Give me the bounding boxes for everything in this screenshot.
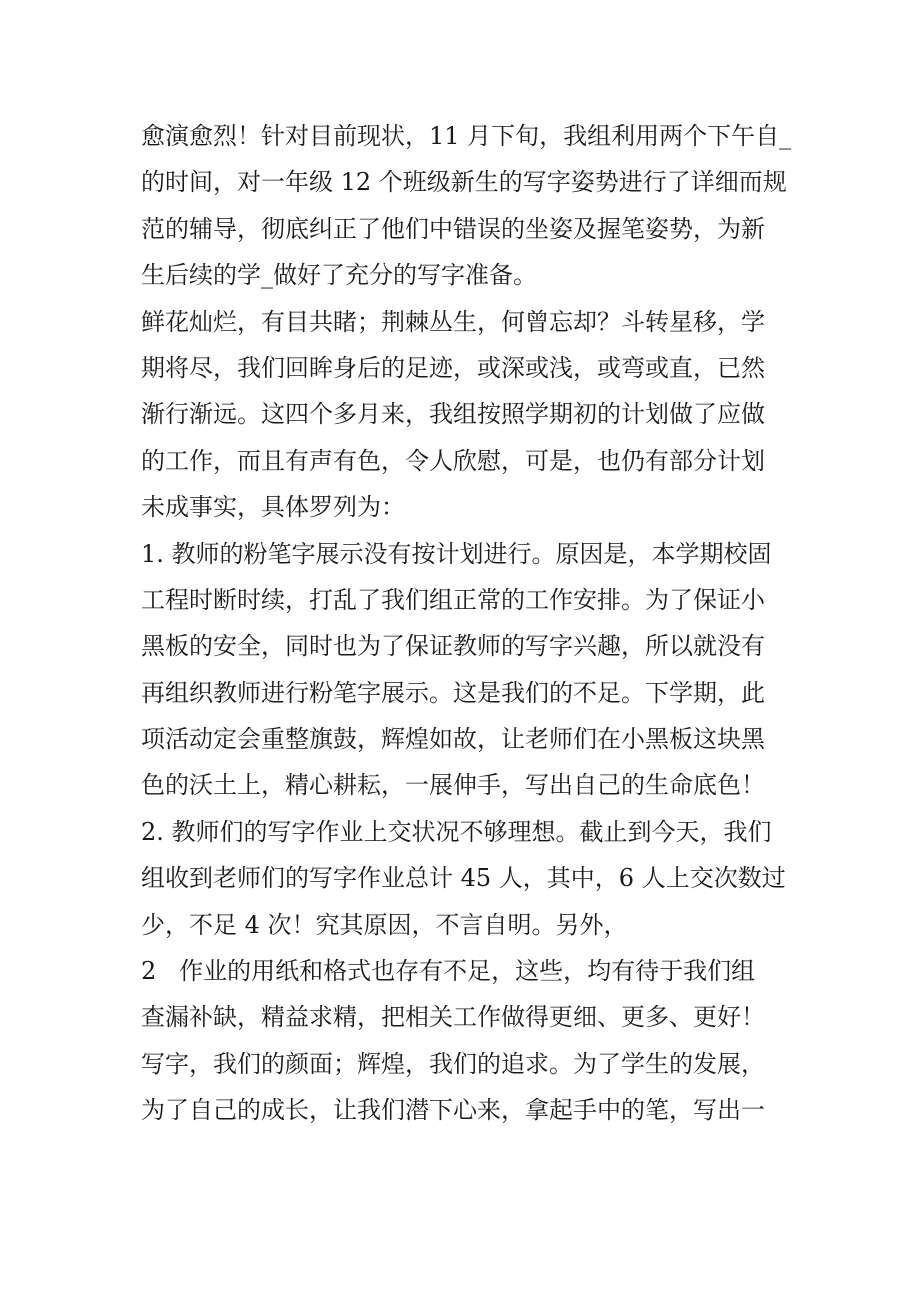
- text-line: 少，不足 4 次！究其原因，不言自明。另外，: [141, 910, 628, 939]
- text-line: 的时间，对一年级 12 个班级新生的写字姿势进行了详细而规: [141, 168, 787, 197]
- text-line: 组收到老师们的写字作业总计 45 人，其中，6 人上交次数过: [141, 864, 786, 893]
- text-line: 的工作，而且有声有色，令人欣慰，可是，也仍有部分计划: [141, 446, 765, 475]
- text-line: 生后续的学_做好了充分的写字准备。: [141, 261, 537, 290]
- text-line: 鲜花灿烂，有目共睹；荆棘丛生，何曾忘却？斗转星移，学: [141, 307, 765, 336]
- text-line: 2. 教师们的写字作业上交状况不够理想。截止到今天，我们: [141, 817, 772, 846]
- text-line: 范的辅导，彻底纠正了他们中错误的坐姿及握笔姿势，为新: [141, 214, 765, 243]
- text-line: 期将尽，我们回眸身后的足迹，或深或浅，或弯或直，已然: [141, 353, 765, 382]
- text-line: 写字，我们的颜面；辉煌，我们的追求。为了学生的发展，: [141, 1049, 765, 1078]
- text-line: 工程时断时续，打乱了我们组正常的工作安排。为了保证小: [141, 585, 765, 614]
- text-line: 未成事实，具体罗列为：: [141, 493, 405, 522]
- text-line: 2 作业的用纸和格式也存有不足，这些，均有待于我们组: [141, 957, 756, 986]
- text-line: 查漏补缺，精益求精，把相关工作做得更细、更多、更好！: [141, 1003, 765, 1032]
- text-line: 黑板的安全，同时也为了保证教师的写字兴趣，所以就没有: [141, 632, 765, 661]
- text-line: 项活动定会重整旗鼓，辉煌如故，让老师们在小黑板这块黑: [141, 725, 765, 754]
- text-line: 1. 教师的粉笔字展示没有按计划进行。原因是，本学期校固: [141, 539, 772, 568]
- document-body: [141, 113, 801, 1134]
- text-line: 渐行渐远。这四个多月来，我组按照学期初的计划做了应做: [141, 400, 765, 429]
- text-line: 为了自己的成长，让我们潜下心来，拿起手中的笔，写出一: [141, 1096, 765, 1125]
- text-line: 愈演愈烈！针对目前现状，11 月下旬，我组利用两个下午自_: [141, 122, 792, 150]
- text-line: 再组织教师进行粉笔字展示。这是我们的不足。下学期，此: [141, 678, 765, 707]
- text-line: 色的沃土上，精心耕耘，一展伸手，写出自己的生命底色！: [141, 771, 765, 800]
